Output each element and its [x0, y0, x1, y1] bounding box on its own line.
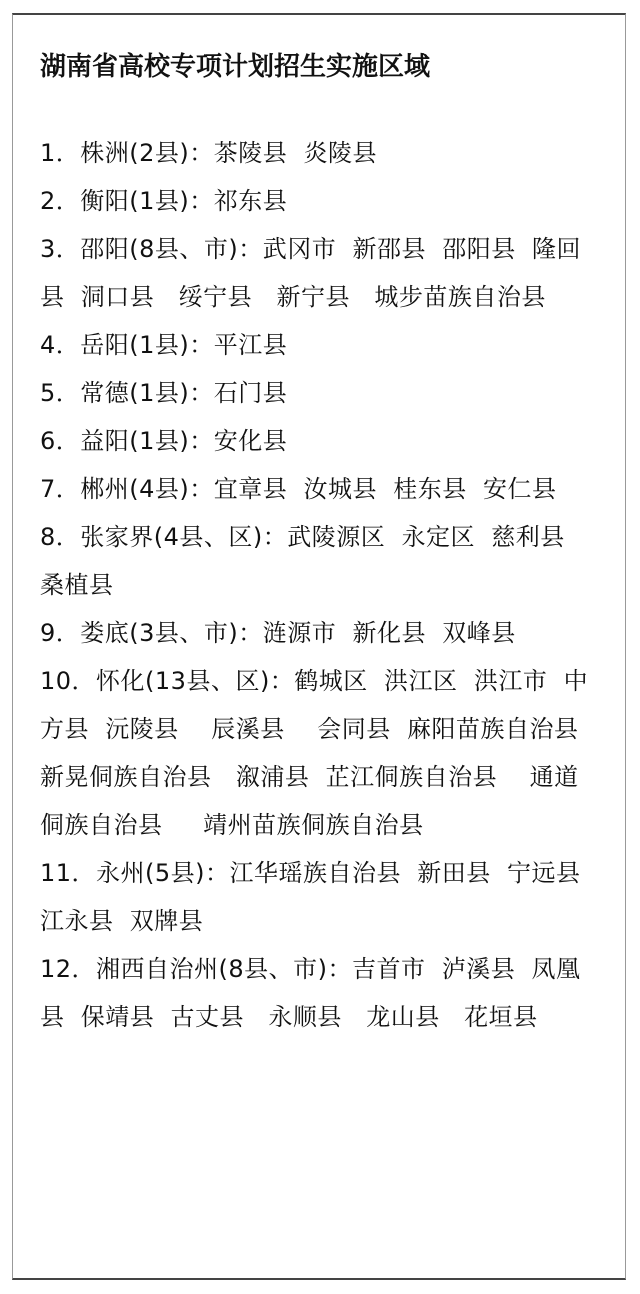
region-item-zhuzhou: 1．株洲(2县)：茶陵县 炎陵县	[40, 139, 378, 167]
region-item-yiyang: 6．益阳(1县)：安化县	[40, 427, 288, 455]
region-item-yongzhou: 11．永州(5县)：江华瑶族自治县 新田县 宁远县 江永县 双牌县	[40, 859, 597, 935]
region-item-yueyang: 4．岳阳(1县)：平江县	[40, 331, 288, 359]
region-item-chenzhou: 7．郴州(4县)：宜章县 汝城县 桂东县 安仁县	[40, 475, 557, 503]
region-list	[40, 129, 612, 1041]
document-content	[40, 47, 612, 1041]
region-item-zhangjiajie: 8．张家界(4县、区)：武陵源区 永定区 慈利县 桑植县	[40, 523, 582, 599]
region-item-xiangxi: 12．湘西自治州(8县、市)：吉首市 泸溪县 凤凰县 保靖县 古丈县 永顺县 龙山县 花垣县	[40, 955, 581, 1031]
document-title: 湖南省高校专项计划招生实施区域	[40, 52, 431, 82]
region-item-loudi: 9．娄底(3县、市)：涟源市 新化县 双峰县	[40, 619, 516, 647]
region-item-huaihua: 10．怀化(13县、区)：鹤城区 洪江区 洪江市 中方县 沅陵县 辰溪县 会同县 麻阳苗族自治县 新晃侗族自治县 溆浦县 芷江侗族自治县 通道侗族自治县 靖州苗族侗族自治县	[40, 667, 612, 839]
region-item-shaoyang: 3．邵阳(8县、市)：武冈市 新邵县 邵阳县 隆回县 洞口县 绥宁县 新宁县 城步苗族自治县	[40, 235, 582, 311]
region-item-hengyang: 2．衡阳(1县)：祁东县	[40, 187, 288, 215]
region-item-changde: 5．常德(1县)：石门县	[40, 379, 288, 407]
